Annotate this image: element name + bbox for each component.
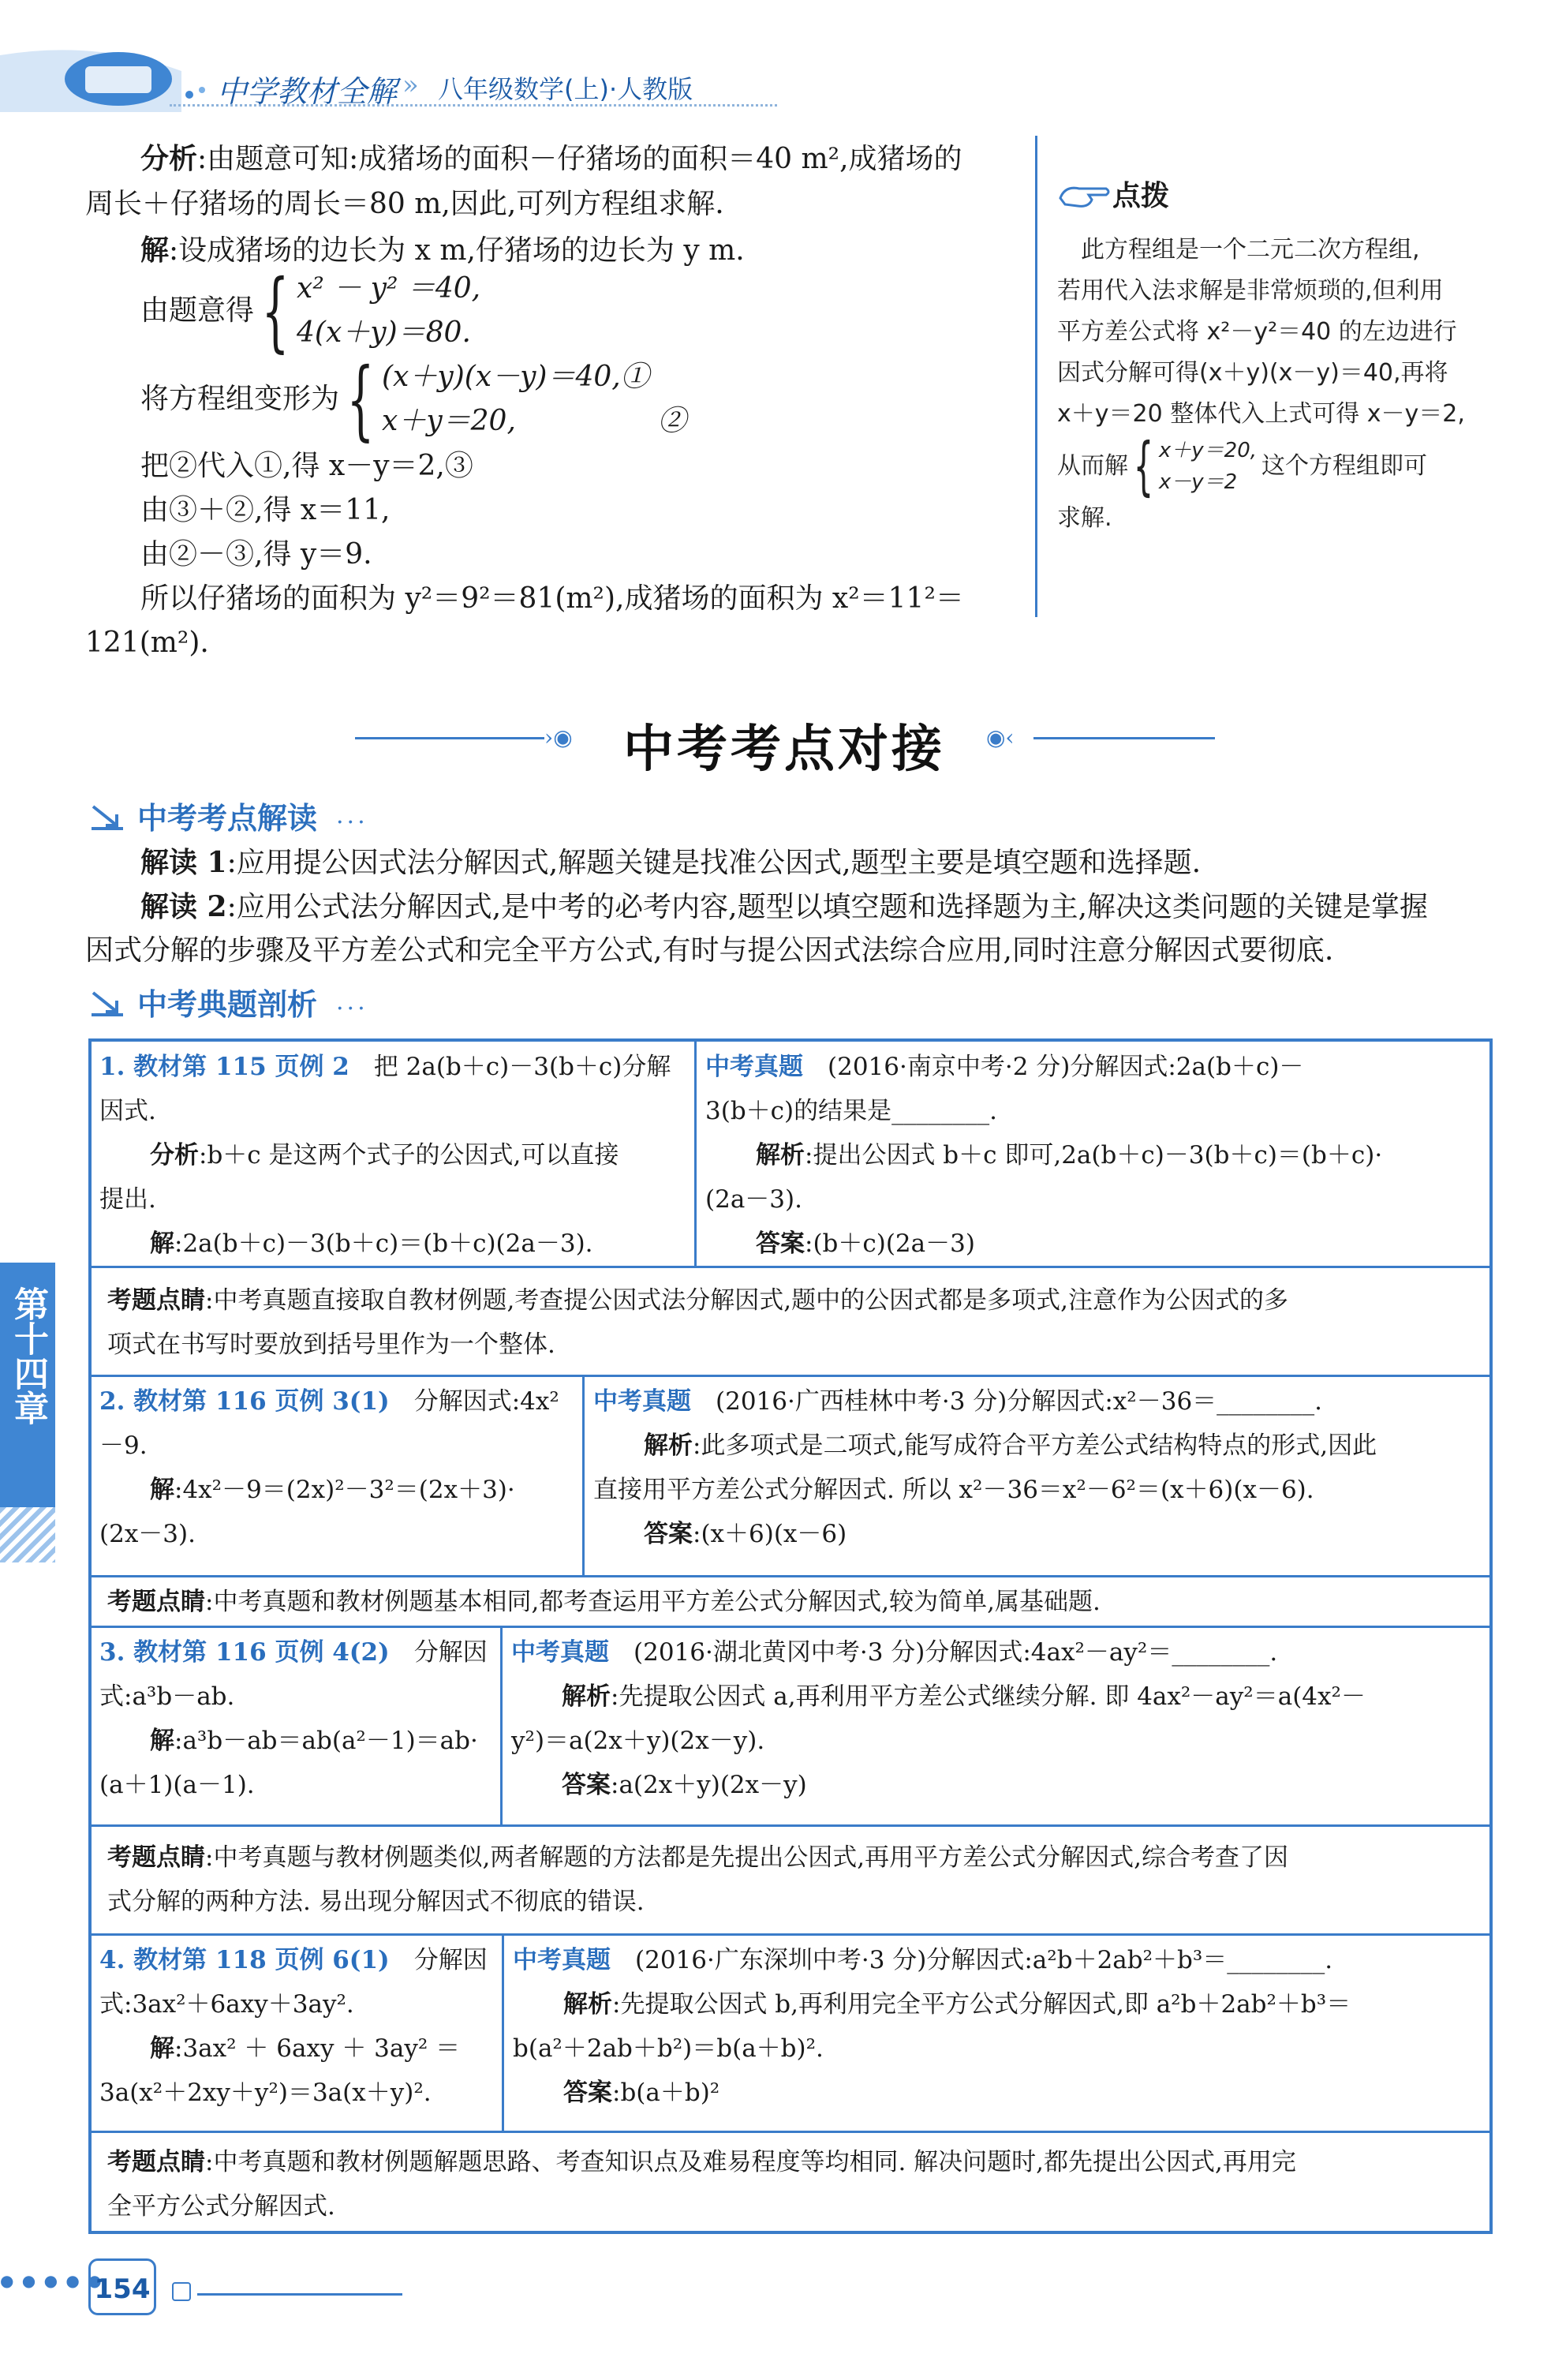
solution-label: 解	[140, 234, 170, 267]
r4-left-l3-label: 解	[150, 2034, 174, 2063]
r3-left-l3-label: 解	[150, 1727, 174, 1755]
section-rule-left	[355, 737, 544, 739]
r1-note-label: 考题点睛	[107, 1286, 205, 1315]
r1-left-l5: :2a(b＋c)－3(b＋c)＝(b＋c)(2a－3).	[174, 1229, 593, 1258]
r3-right-l2: :先提取公因式 a,再利用平方差公式继续分解. 即 4ax²－ay²＝a(4x²－	[611, 1682, 1366, 1711]
r2-right-l3: 直接用平方差公式分解因式. 所以 x²－36＝x²－6²＝(x＋6)(x－6).	[593, 1476, 1314, 1504]
r4-right	[513, 1938, 1486, 2115]
r4-right-l3: b(a²＋2ab＋b²)＝b(a＋b)².	[513, 2034, 824, 2063]
hint-line: 因式分解可得(x＋y)(x－y)＝40,再将	[1057, 359, 1448, 387]
r1-note-2: 项式在书写时要放到括号里作为一个整体.	[107, 1330, 555, 1359]
left-brace-icon: {	[346, 349, 375, 450]
eq1: x² － y² ＝40,	[297, 272, 481, 305]
row-rule	[92, 1266, 1489, 1268]
chapter-tab-hatch	[0, 1507, 55, 1562]
r2-right	[593, 1379, 1485, 1556]
chapter-tab-text: 第十四章	[8, 1286, 48, 1425]
r4-right-l2-label: 解析	[563, 1990, 612, 2019]
r1-left-l3-label: 分析	[150, 1141, 199, 1169]
arrow-right-icon: ›◉	[544, 724, 573, 750]
r2-note	[107, 1580, 1484, 1624]
hint-brace-eq2: x－y＝2	[1158, 470, 1238, 494]
r1-left-l4: 提出.	[99, 1185, 156, 1214]
col-rule	[694, 1042, 697, 1266]
section-rule-right	[1033, 737, 1215, 739]
eq2: 4(x＋y)＝80.	[297, 316, 471, 349]
r3-left-l2: 式:a³b－ab.	[99, 1682, 235, 1711]
r3-note-2: 式分解的两种方法. 易出现分解因式不彻底的错误.	[107, 1888, 645, 1916]
hint-brace-eq1: x＋y＝20,	[1158, 439, 1258, 462]
row-rule	[92, 1375, 1489, 1377]
r2-left-l1: 分解因式:4x²	[389, 1387, 559, 1416]
analysis-paragraph	[140, 136, 1016, 182]
row-rule	[92, 2131, 1489, 2133]
solution-text: :设成猪场的边长为 x m,仔猪场的边长为 y m.	[169, 234, 745, 267]
r1-answer-label: 答案	[756, 1229, 805, 1258]
pointing-hand-icon	[1057, 174, 1112, 214]
reading-1-text: :应用提公因式法分解因式,解题关键是找准公因式,题型主要是填空题和选择题.	[226, 847, 1202, 879]
r4-left-title: 4. 教材第 118 页例 6(1)	[99, 1946, 390, 1974]
r1-left	[99, 1045, 683, 1266]
r4-note-1: :中考真题和教材例题解题思路、考查知识点及难易程度等均相同. 解决问题时,都先提出公因式,再用完	[205, 2148, 1296, 2176]
row-rule	[92, 1824, 1489, 1827]
page-number: 154	[88, 2258, 156, 2315]
r1-right	[705, 1045, 1486, 1266]
col-rule	[582, 1375, 585, 1575]
left-brace-icon: {	[261, 260, 290, 361]
conclusion-1: 所以仔猪场的面积为 y²＝9²＝81(m²),成猪场的面积为 x²＝11²＝	[140, 582, 964, 615]
r3-right-l1: (2016·湖北黄冈中考·3 分)分解因式:4ax²－ay²＝________.	[609, 1638, 1278, 1667]
transform-intro: 将方程组变形为	[140, 383, 340, 415]
r2-right-l1: (2016·广西桂林中考·3 分)分解因式:x²－36＝________.	[691, 1387, 1323, 1416]
subheading-2-text: 中考典题剖析	[137, 987, 318, 1022]
hint-line: 求解.	[1057, 504, 1112, 532]
footer-dots-decoration: ● ● ● ● ●	[0, 2271, 103, 2290]
r2-left-l3: :4x²－9＝(2x)²－3²＝(2x＋3)·	[174, 1476, 515, 1504]
r3-answer: :a(2x＋y)(2x－y)	[611, 1771, 807, 1799]
eq-intro: 由题意得	[140, 294, 255, 327]
r3-left-l4: (a＋1)(a－1).	[99, 1771, 255, 1799]
subheading-2	[88, 980, 368, 1023]
row-rule	[92, 1933, 1489, 1936]
r3-right-title: 中考真题	[511, 1638, 609, 1667]
header-subtitle: 八年级数学(上)·人教版	[438, 74, 693, 104]
r3-right	[511, 1630, 1486, 1807]
r1-left-l5-label: 解	[150, 1229, 174, 1258]
analysis-text-1: :由题意可知:成猪场的面积－仔猪场的面积＝40 m²,成猪场的	[197, 143, 962, 175]
r4-answer: :b(a＋b)²	[612, 2079, 720, 2107]
r1-right-l2: 3(b＋c)的结果是________.	[705, 1097, 997, 1125]
left-brace-icon: {	[1133, 429, 1154, 503]
r1-note	[99, 1278, 1484, 1367]
r1-right-l4: (2a－3).	[705, 1185, 802, 1214]
r2-right-l2: :此多项式是二项式,能写成符合平方差公式结构特点的形式,因此	[693, 1431, 1377, 1460]
r4-note-label: 考题点睛	[107, 2148, 205, 2176]
reading-1	[140, 840, 1201, 886]
r2-right-title: 中考真题	[593, 1387, 691, 1416]
col-rule	[500, 1626, 503, 1824]
r3-note-1: :中考真题与教材例题类似,两者解题的方法都是先提出公因式,再用平方差公式分解因式,综合考查了因	[205, 1843, 1289, 1872]
r2-answer-label: 答案	[644, 1520, 693, 1548]
equation-system-2	[140, 349, 686, 450]
hint-title: 点拨	[1112, 180, 1170, 212]
r3-note	[99, 1836, 1484, 1924]
corner-arrow-icon	[88, 800, 128, 832]
r2-left-l3-label: 解	[150, 1476, 174, 1504]
r2-left-l4: (2x－3).	[99, 1520, 196, 1548]
corner-arrow-icon	[88, 986, 128, 1018]
hint-line: 此方程组是一个二元二次方程组,	[1057, 236, 1420, 264]
column-divider	[1035, 136, 1037, 617]
footer-rule	[197, 2293, 402, 2296]
r4-left-l4: 3a(x²＋2xy＋y²)＝3a(x＋y)².	[99, 2079, 432, 2107]
r1-left-l3: :b＋c 是这两个式子的公因式,可以直接	[199, 1141, 619, 1169]
r2-answer: :(x＋6)(x－6)	[693, 1520, 847, 1548]
r1-answer: :(b＋c)(2a－3)	[805, 1229, 975, 1258]
r1-right-title: 中考真题	[705, 1053, 803, 1081]
r4-right-title: 中考真题	[513, 1946, 611, 1974]
r4-note-2: 全平方公式分解因式.	[107, 2192, 335, 2221]
step-1: 把②代入①,得 x－y＝2,③	[140, 450, 473, 482]
r2-left-title: 2. 教材第 116 页例 3(1)	[99, 1387, 390, 1416]
header-title: 中学教材全解	[217, 74, 398, 109]
row-rule	[92, 1575, 1489, 1577]
conclusion-2: 121(m²).	[85, 627, 209, 659]
book-logo-icon	[85, 62, 156, 93]
reading-2-text-2: 因式分解的步骤及平方差公式和完全平方公式,有时与提公因式法综合应用,同时注意分解因式要彻底.	[85, 934, 1334, 967]
exam-table	[88, 1038, 1493, 2234]
r3-right-l2-label: 解析	[562, 1682, 611, 1711]
r2-left-l2: －9.	[99, 1431, 148, 1460]
r1-left-l1: 把 2a(b＋c)－3(b＋c)分解	[349, 1053, 671, 1081]
col-rule	[502, 1933, 504, 2131]
teq2: x＋y＝20, ②	[382, 405, 686, 437]
header-divider	[170, 104, 777, 107]
dots-decoration: ...	[336, 988, 368, 1016]
r4-left	[99, 1938, 494, 2115]
dots-decoration: ...	[336, 802, 368, 829]
teq1: (x＋y)(x－y)＝40,①	[382, 361, 649, 393]
r1-note-1: :中考真题直接取自教材例题,考查提公因式法分解因式,题中的公因式都是多项式,注意作为公因式的多	[205, 1286, 1289, 1315]
r4-left-l2: 式:3ax²＋6axy＋3ay².	[99, 1990, 354, 2019]
subheading-1-text: 中考考点解读	[137, 801, 318, 836]
r2-note-1: :中考真题和教材例题基本相同,都考查运用平方差公式分解因式,较为简单,属基础题.	[205, 1588, 1101, 1616]
r3-left-title: 3. 教材第 116 页例 4(2)	[99, 1638, 390, 1667]
r4-right-l1: (2016·广东深圳中考·3 分)分解因式:a²b＋2ab²＋b³＝________.	[611, 1946, 1333, 1974]
r3-left-l1: 分解因	[389, 1638, 488, 1667]
equation-system-1	[140, 260, 481, 361]
section-title: 中考考点对接	[623, 720, 945, 779]
r1-right-l3: :提出公因式 b＋c 即可,2a(b＋c)－3(b＋c)＝(b＋c)·	[805, 1141, 1383, 1169]
hint-line: x＋y＝20 整体代入上式可得 x－y＝2,	[1057, 400, 1465, 428]
footer-square-icon	[172, 2282, 191, 2301]
reading-2-label: 解读 2	[140, 890, 227, 923]
r3-right-l3: y²)＝a(2x＋y)(2x－y).	[511, 1727, 765, 1755]
r4-note	[99, 2140, 1484, 2228]
analysis-text-2: 周长＋仔猪场的周长＝80 m,因此,可列方程组求解.	[85, 188, 724, 220]
subheading-1	[88, 794, 368, 837]
r1-right-l3-label: 解析	[756, 1141, 805, 1169]
reading-2	[140, 884, 1497, 930]
r3-answer-label: 答案	[562, 1771, 611, 1799]
row-rule	[92, 1626, 1489, 1628]
hint-text	[1057, 230, 1499, 539]
reading-1-label: 解读 1	[140, 846, 227, 879]
r2-note-label: 考题点睛	[107, 1588, 205, 1616]
step-2: 由③＋②,得 x＝11,	[140, 494, 391, 526]
hint-brace-line	[1057, 429, 1499, 503]
r1-right-l1: (2016·南京中考·2 分)分解因式:2a(b＋c)－	[803, 1053, 1304, 1081]
r4-left-l3: :3ax² ＋ 6axy ＋ 3ay² ＝	[174, 2034, 461, 2063]
r4-right-l2: :先提取公因式 b,再利用完全平方公式分解因式,即 a²b＋2ab²＋b³＝	[612, 1990, 1351, 2019]
r4-answer-label: 答案	[563, 2079, 612, 2107]
r3-left-l3: :a³b－ab＝ab(a²－1)＝ab·	[174, 1727, 478, 1755]
analysis-label: 分析	[140, 142, 198, 175]
r2-right-l2-label: 解析	[644, 1431, 693, 1460]
r1-left-l2: 因式.	[99, 1097, 156, 1125]
reading-2-text-1: :应用公式法分解因式,是中考的必考内容,题型以填空题和选择题为主,解决这类问题的关键是掌握	[226, 891, 1429, 923]
r3-left	[99, 1630, 494, 1807]
step-3: 由②－③,得 y＝9.	[140, 538, 372, 571]
r2-left	[99, 1379, 573, 1556]
hint-line: 若用代入法求解是非常烦琐的,但利用	[1057, 277, 1444, 305]
hint-line: 从而解	[1057, 452, 1128, 480]
hint-line: 这个方程组即可	[1261, 452, 1428, 480]
hint-box	[1057, 174, 1499, 539]
chapter-tab	[0, 1263, 55, 1507]
arrow-left-icon: ◉‹	[986, 724, 1015, 750]
hint-line: 平方差公式将 x²－y²＝40 的左边进行	[1057, 318, 1457, 346]
r3-note-label: 考题点睛	[107, 1843, 205, 1872]
r4-left-l1: 分解因	[389, 1946, 488, 1974]
double-chevron-icon: »	[402, 69, 419, 101]
r1-left-title: 1. 教材第 115 页例 2	[99, 1053, 349, 1081]
